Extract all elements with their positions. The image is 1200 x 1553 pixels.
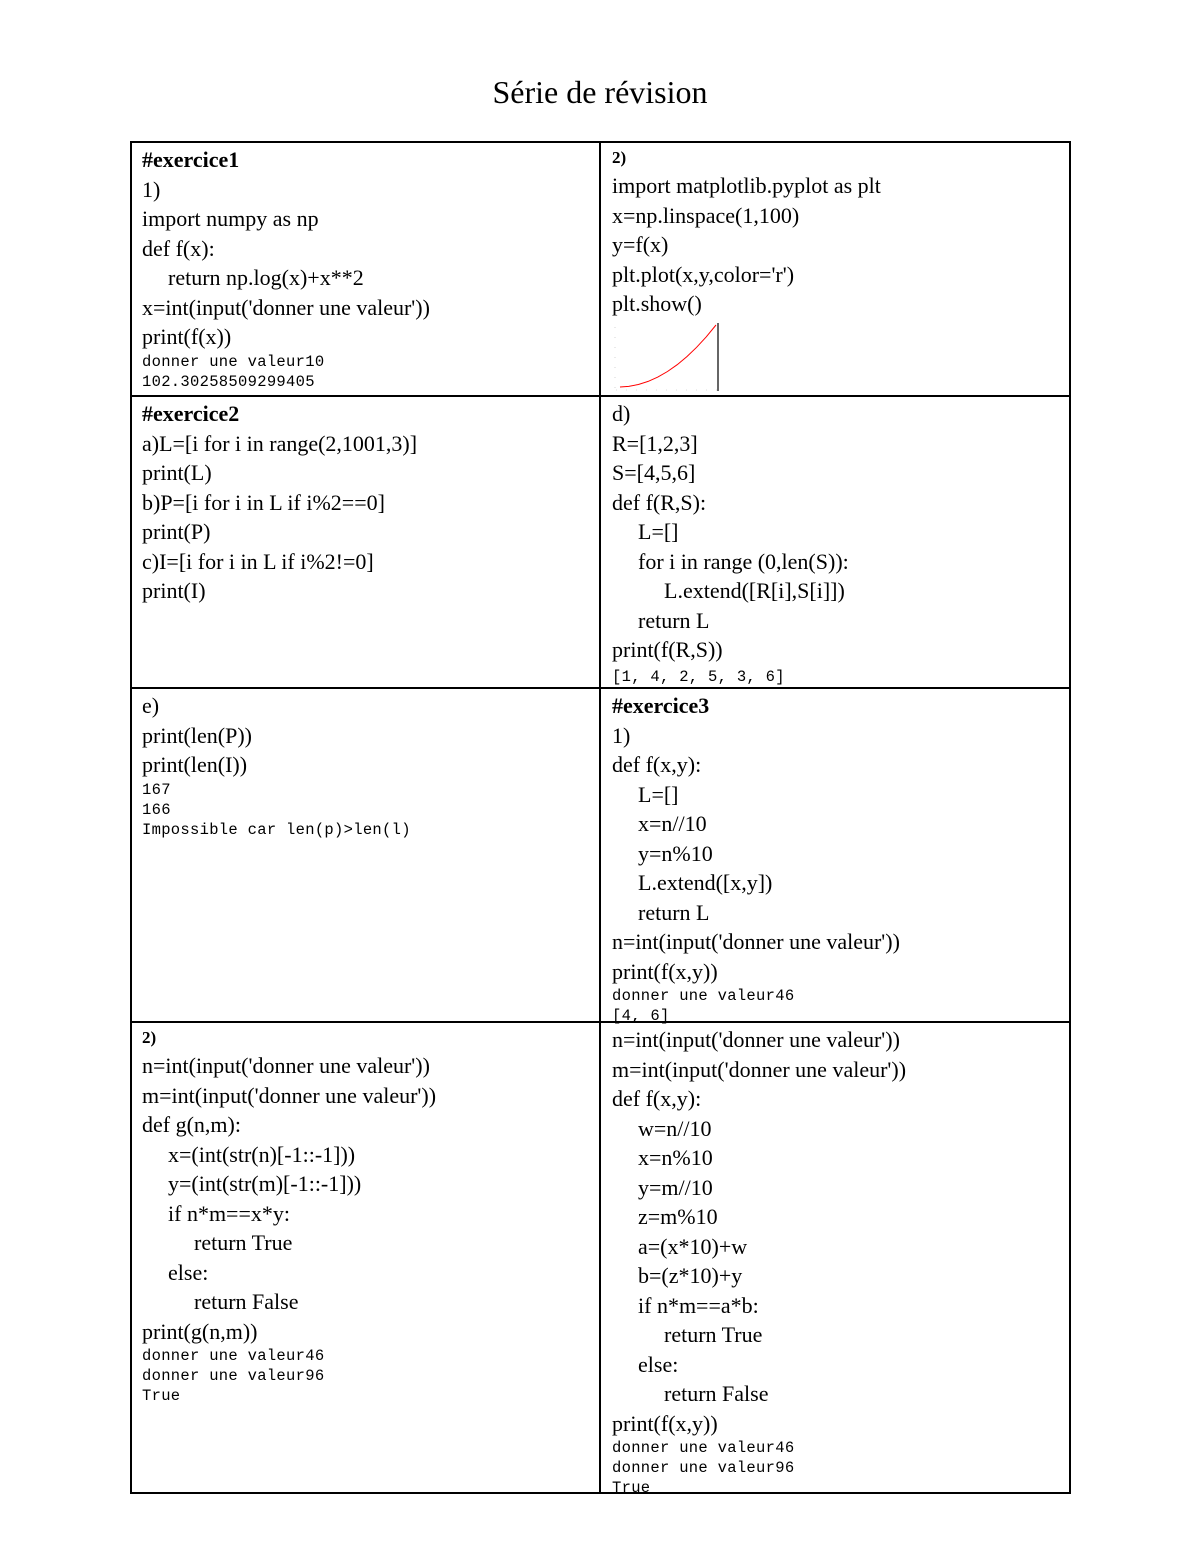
code-line: c)I=[i for i in L if i%2!=0]	[142, 548, 374, 574]
code-line: for i in range (0,len(S)):	[638, 548, 849, 574]
code-line: y=n%10	[638, 840, 713, 866]
cell-heading: 2)	[142, 1028, 157, 1047]
code-line: print(f(R,S))	[612, 637, 723, 662]
code-line: w=n//10	[638, 1115, 712, 1141]
code-line: R=[1,2,3]	[612, 430, 698, 456]
console-output: 166	[142, 800, 171, 819]
console-output: donner une valeur46	[142, 1347, 325, 1365]
code-line: plt.show()	[612, 291, 702, 316]
code-line: if n*m==x*y:	[168, 1200, 290, 1226]
code-line: a)L=[i for i in range(2,1001,3)]	[142, 430, 418, 456]
code-line: else:	[168, 1259, 209, 1285]
code-line: x=np.linspace(1,100)	[612, 202, 800, 228]
plot-thumbnail	[612, 321, 724, 393]
code-line: S=[4,5,6]	[612, 460, 696, 485]
plot-series-line	[620, 325, 716, 387]
code-line: return L	[638, 899, 710, 925]
cell-heading: #exercice2	[142, 401, 240, 426]
console-output: [1, 4, 2, 5, 3, 6]	[612, 667, 785, 686]
code-line: print(I)	[142, 578, 206, 603]
code-line: x=(int(str(n)[-1::-1]))	[168, 1141, 356, 1167]
code-line: print(f(x,y))	[612, 1410, 718, 1436]
code-line: x=n//10	[638, 811, 707, 836]
code-line: print(len(I))	[142, 752, 248, 777]
code-line: import matplotlib.pyplot as plt	[612, 173, 881, 198]
code-line: e)	[142, 693, 160, 718]
code-line: print(len(P))	[142, 722, 252, 748]
cell-heading: #exercice3	[612, 693, 710, 718]
code-line: n=int(input('donner une valeur'))	[142, 1053, 430, 1078]
code-line: if n*m==a*b:	[638, 1292, 759, 1318]
code-line: def f(x,y):	[612, 752, 702, 777]
console-output: Impossible car len(p)>len(l)	[142, 820, 411, 839]
cell-heading: 2)	[612, 148, 627, 167]
console-output: 102.30258509299405	[142, 372, 315, 391]
code-line: n=int(input('donner une valeur'))	[612, 929, 900, 954]
cell-heading: #exercice1	[142, 147, 240, 172]
code-line: y=f(x)	[612, 232, 669, 257]
cell-exercice3-alternative	[602, 1023, 1071, 1497]
code-line: L.extend([x,y])	[638, 870, 773, 895]
code-line: return False	[664, 1381, 769, 1406]
code-line: L=[]	[638, 781, 679, 807]
code-line: def f(x,y):	[612, 1086, 702, 1111]
cell-exercice2-part-e	[132, 689, 600, 1021]
code-line: return True	[194, 1230, 293, 1255]
code-line: def g(n,m):	[142, 1112, 241, 1137]
code-line: n=int(input('donner une valeur'))	[612, 1027, 900, 1052]
console-output: donner une valeur46	[612, 987, 795, 1005]
cell-exercice3	[602, 689, 1071, 1025]
code-line: x=int(input('donner une valeur'))	[142, 294, 430, 320]
code-line: def f(x):	[142, 235, 215, 261]
page-title: Série de révision	[492, 74, 708, 110]
code-line: a=(x*10)+w	[638, 1233, 748, 1259]
code-line: else:	[638, 1351, 679, 1377]
code-line: return L	[638, 607, 710, 633]
code-line: L.extend([R[i],S[i]])	[664, 578, 845, 603]
code-line: def f(R,S):	[612, 489, 707, 515]
code-line: x=n%10	[638, 1145, 713, 1170]
console-output: donner une valeur46	[612, 1439, 795, 1457]
code-line: z=m%10	[638, 1204, 718, 1229]
console-output: donner une valeur10	[142, 352, 325, 371]
console-output: 167	[142, 780, 171, 799]
console-output: True	[612, 1479, 651, 1497]
code-line: b)P=[i for i in L if i%2==0]	[142, 489, 385, 515]
code-line: print(P)	[142, 519, 211, 544]
console-output: donner une valeur96	[142, 1367, 325, 1385]
console-output: donner une valeur96	[612, 1459, 795, 1477]
code-line: import numpy as np	[142, 206, 319, 231]
cell-exercice2	[132, 397, 600, 687]
code-line: 1)	[142, 176, 161, 202]
code-line: m=int(input('donner une valeur'))	[142, 1082, 437, 1108]
code-line: print(L)	[142, 460, 212, 485]
cell-exercice1-part2	[602, 143, 1071, 395]
code-line: return False	[194, 1289, 299, 1314]
exercise-table	[130, 141, 1071, 1497]
cell-exercice1	[132, 143, 600, 395]
console-output: True	[142, 1387, 181, 1405]
cell-exercice3-part2	[132, 1023, 600, 1494]
code-line: return np.log(x)+x**2	[168, 265, 364, 290]
code-line: y=m//10	[638, 1174, 713, 1200]
code-line: print(f(x))	[142, 324, 232, 349]
code-line: y=(int(str(m)[-1::-1]))	[168, 1171, 362, 1196]
cell-exercice2-part-d	[602, 397, 1071, 687]
code-line: d)	[612, 401, 631, 426]
console-output: [4, 6]	[612, 1007, 670, 1025]
code-line: print(g(n,m))	[142, 1318, 258, 1344]
code-line: L=[]	[638, 519, 679, 544]
code-line: return True	[664, 1322, 763, 1347]
code-line: b=(z*10)+y	[638, 1263, 743, 1288]
code-line: plt.plot(x,y,color='r')	[612, 261, 795, 287]
code-line: print(f(x,y))	[612, 958, 718, 984]
code-line: m=int(input('donner une valeur'))	[612, 1056, 907, 1082]
code-line: 1)	[612, 722, 631, 748]
